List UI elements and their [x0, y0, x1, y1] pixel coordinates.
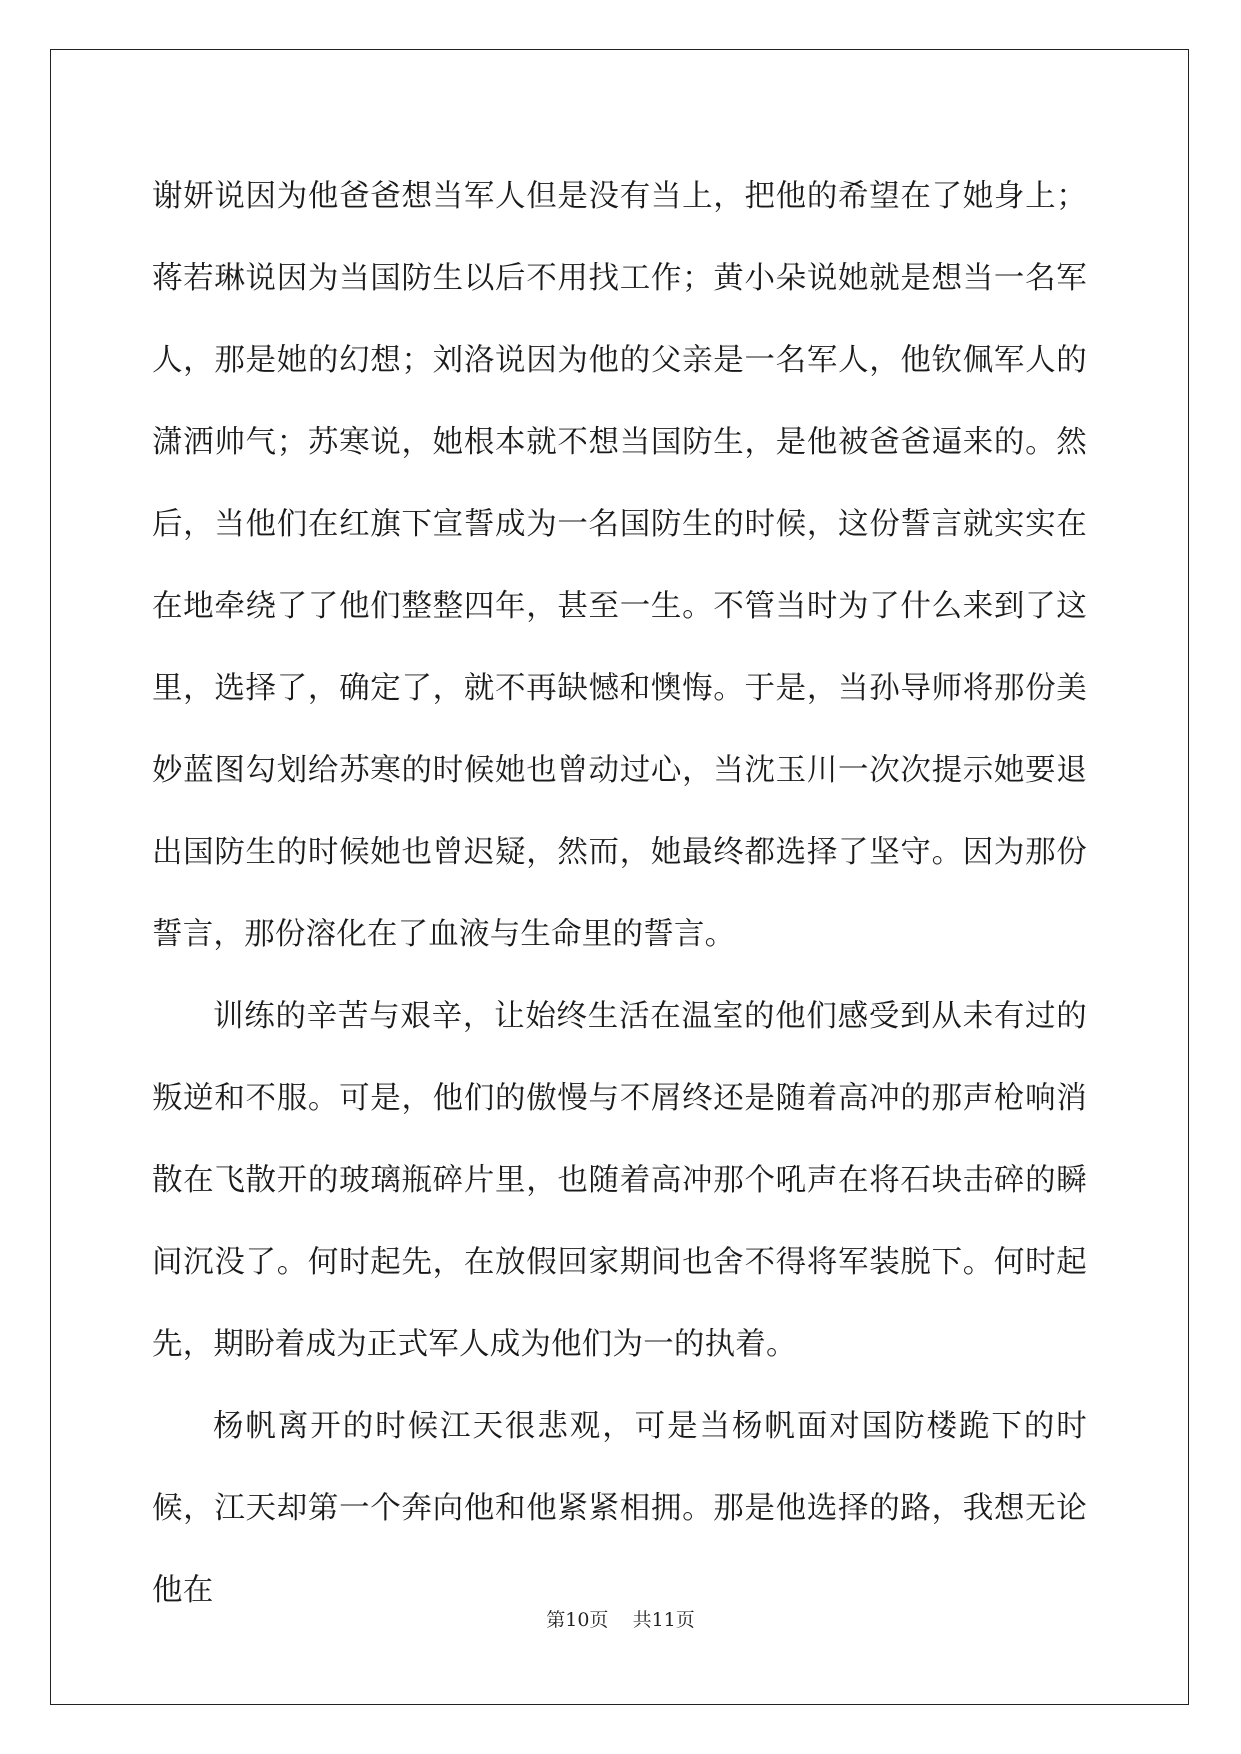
paragraph-1: 谢妍说因为他爸爸想当军人但是没有当上，把他的希望在了她身上；蒋若琳说因为当国防生以后不用找工作；黄小朵说她就是想当一名军人，那是她的幻想；刘洛说因为他的父亲是一名军人，他钦佩军人的潇洒帅气；苏寒说，她根本就不想当国防生，是他被爸爸逼来的。然后，当他们在红旗下宣誓成为一名国防生的时候，这份誓言就实实在在地牵绕了了他们整整四年，甚至一生。不管当时为了什么来到了这里，选择了，确定了，就不再缺憾和懊悔。于是，当孙导师将那份美妙蓝图勾划给苏寒的时候她也曾动过心，当沈玉川一次次提示她要退出国防生的时候她也曾迟疑，然而，她最终都选择了坚守。因为那份誓言，那份溶化在了血液与生命里的誓言。: [152, 179, 1087, 952]
paragraph-3: 杨帆离开的时候江天很悲观，可是当杨帆面对国防楼跪下的时候，江天却第一个奔向他和他紧紧相拥。那是他选择的路，我想无论他在: [152, 1409, 1087, 1608]
page-number-footer: 第10页 共11页: [546, 1609, 695, 1631]
paragraph-2: 训练的辛苦与艰辛，让始终生活在温室的他们感受到从未有过的叛逆和不服。可是，他们的傲慢与不屑终还是随着高冲的那声枪响消散在飞散开的玻璃瓶碎片里，也随着高冲那个吼声在将石块击碎的瞬间沉没了。何时起先，在放假回家期间也舍不得将军装脱下。何时起先，期盼着成为正式军人成为他们为一的执着。: [152, 999, 1087, 1362]
document-body: [152, 156, 1087, 1632]
